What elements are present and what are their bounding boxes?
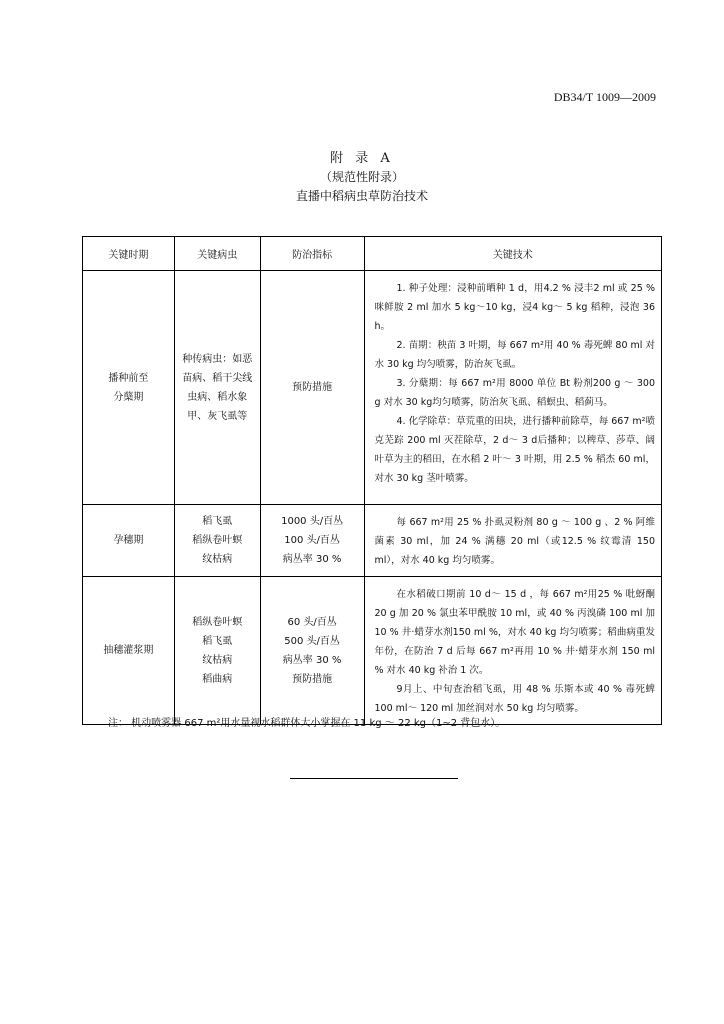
appendix-label: 附 录 A [330, 151, 394, 166]
techniques-cell [364, 271, 661, 505]
pest-line: 稻飞虱 [202, 635, 233, 647]
techniques-cell [364, 577, 661, 725]
pest-line: 虫病、稻水象 [187, 391, 248, 403]
table-row [83, 577, 662, 725]
technique-paragraph: 2. 苗期：秧苗 3 叶期，每 667 m²用 40 % 毒死蜱 80 ml 对水 30 kg 均匀喷雾，防治灰飞虱。 [374, 340, 655, 370]
index-line: 100 头/百丛 [284, 535, 340, 546]
pest-line: 稻纵卷叶螟 [192, 616, 243, 628]
period-cell [83, 271, 175, 505]
index-cell [260, 577, 364, 725]
period-line: 抽穗灌浆期 [103, 645, 154, 656]
pests-cell [174, 505, 260, 577]
period-line: 孕穗期 [113, 535, 144, 546]
pest-line: 甲、灰飞虱等 [187, 410, 248, 422]
header-pests: 关键病虫 [174, 237, 260, 271]
technique-paragraph: 4. 化学除草：草荒重的田块，进行播种前除草，每 667 m²喷克芜踪 200 ml 灭茬除草，2 d～ 3 d后播种；以稗草、莎草、阔叶草为主的稻田，在水稻 2 叶～ 3 叶期，用 2.5 % 稻杰 60 ml，对水 30 kg 茎叶喷雾。 [374, 416, 655, 484]
pests-cell [174, 577, 260, 725]
period-cell [83, 505, 175, 577]
table-row [83, 271, 662, 505]
index-line: 60 头/百丛 [287, 616, 337, 628]
header-period: 关键时期 [83, 237, 175, 271]
period-line: 播种前至 [108, 372, 149, 384]
standard-code: DB34/T 1009—2009 [553, 90, 656, 104]
index-line: 病丛率 30 % [282, 554, 342, 565]
pest-line: 纹枯病 [202, 654, 233, 666]
end-rule [290, 778, 458, 779]
index-line: 病丛率 30 % [282, 654, 342, 666]
period-cell [83, 577, 175, 725]
title-block [0, 150, 724, 206]
table-header-row [83, 237, 662, 271]
table-row [83, 505, 662, 577]
technique-paragraph: 在水稻破口期前 10 d～ 15 d ，每 667 m²用25 % 吡蚜酮 20 g 加 20 % 氯虫苯甲酰胺 10 ml，或 40 % 丙溴磷 100 ml 加 10 % 井·蜡芽水剂150 ml %，对水 40 kg 均匀喷雾；稻曲病重发年份，在防治 7 d 后每 667 m²再用 10 % 井·蜡芽水剂 150 ml % 对水 40 kg 补治 1 次。 [374, 589, 655, 676]
index-cell [260, 271, 364, 505]
index-line: 预防措施 [292, 673, 333, 685]
appendix-title: 直播中稻病虫草防治技术 [295, 189, 428, 203]
period-line: 分蘖期 [113, 391, 144, 403]
appendix-nature: （规范性附录） [319, 170, 404, 184]
technique-paragraph: 3. 分蘖期：每 667 m²用 8000 单位 Bt 粉剂200 g ～ 300 g 对水 30 kg均匀喷雾，防治灰飞虱、稻螟虫、稻蓟马。 [374, 378, 655, 408]
techniques-cell [364, 505, 661, 577]
pest-line: 稻纵卷叶螟 [192, 535, 243, 546]
technique-paragraph: 1. 种子处理：浸种前晒种 1 d，用4.2 % 浸丰2 ml 或 25 % 咪鲜胺 2 ml 加水 5 kg～10 kg，浸4 kg～ 5 kg 稻种，浸泡 36 h。 [374, 283, 655, 332]
pests-cell [174, 271, 260, 505]
technique-paragraph: 每 667 m²用 25 % 扑虱灵粉剂 80 g ～ 100 g 、2 % 阿维菌素 30 ml，加 24 % 满穗 20 ml（或12.5 % 纹霉清 150 ml），对水 40 kg 均匀喷雾。 [374, 517, 655, 566]
control-techniques-table [82, 236, 662, 725]
index-line: 500 头/百丛 [284, 635, 340, 647]
header-techniques: 关键技术 [364, 237, 661, 271]
header-index: 防治指标 [260, 237, 364, 271]
table-note: 注： 机动喷雾器 667 m²用水量视水稻群体大小掌握在 11 kg ～ 22 kg（1~2 背包水）。 [108, 718, 506, 729]
index-cell [260, 505, 364, 577]
pest-line: 纹枯病 [202, 554, 233, 565]
index-line: 预防措施 [292, 382, 333, 393]
index-line: 1000 头/百丛 [281, 516, 344, 527]
technique-paragraph: 9月上、中旬查治稻飞虱，用 48 % 乐斯本或 40 % 毒死蜱 100 ml～ 120 ml 加丝润对水 50 kg 均匀喷雾。 [374, 684, 655, 714]
pest-line: 苗病、稻干尖线 [182, 372, 253, 384]
pest-line: 种传病虫：如恶 [182, 353, 253, 365]
pest-line: 稻飞虱 [202, 516, 233, 527]
pest-line: 稻曲病 [202, 673, 233, 685]
